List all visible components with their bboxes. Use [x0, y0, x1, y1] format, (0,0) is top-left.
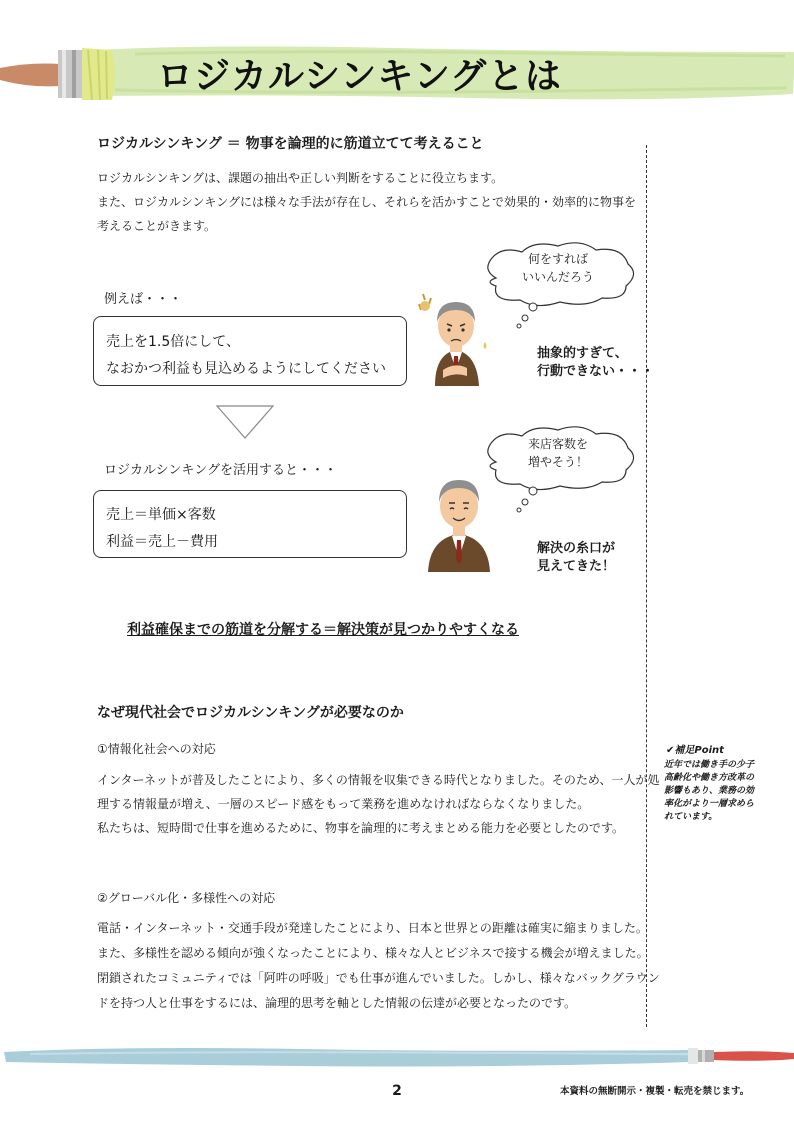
globalization-line-4: ドを持つ人と仕事をするには、論理的思考を軸とした情報の伝達が必要となったのです。 — [97, 996, 577, 1010]
definition-heading: ロジカルシンキング ＝ 物事を論理的に筋道立てて考えること — [97, 136, 484, 152]
paintbrush-icon — [0, 40, 120, 102]
example-label: 例えば・・・ — [104, 292, 183, 307]
column-divider — [646, 145, 647, 1027]
supplement-point-text: 近年では働き手の少子高齢化や働き方改革の影響もあり、業務の効率化がより一層求められています。 — [664, 760, 755, 822]
logical-label: ロジカルシンキングを活用すると・・・ — [104, 463, 337, 478]
formula-profit: 利益＝売上－費用 — [106, 534, 218, 550]
globalization-line-1: 電話・インターネット・交通手段が発達したことにより、日本と世界との距離は確実に縮まりました。 — [97, 921, 648, 935]
info-society-line-3: 私たちは、短時間で仕事を進めるために、物事を論理的に考えまとめる能力を必要としたのです。 — [97, 821, 625, 835]
supplement-point-title: ✔補足Point — [666, 745, 724, 756]
example-request-box — [93, 316, 407, 386]
bottom-paint-stroke — [0, 1040, 794, 1072]
logical-formula-box — [93, 490, 407, 558]
confused-caption: 抽象的すぎて、 行動できない・・・ — [537, 346, 655, 379]
page-title: ロジカルシンキングとは — [157, 56, 562, 97]
subheading-information-society: ①情報化社会への対応 — [97, 742, 216, 756]
subheading-globalization: ②グローバル化・多様性への対応 — [97, 891, 276, 905]
page-number: 2 — [392, 1083, 402, 1099]
formula-sales: 売上＝単価×客数 — [106, 507, 216, 523]
example-request-line-2: なおかつ利益も見込めるようにしてください — [106, 361, 386, 377]
idea-caption: 解決の糸口が 見えてきた！ — [537, 541, 616, 574]
intro-line-1: ロジカルシンキングは、課題の抽出や正しい判断をすることに役立ちます。 — [97, 171, 504, 185]
info-society-line-1: インターネットが普及したことにより、多くの情報を収集できる時代となりました。そのため、一人が処 — [97, 773, 660, 787]
thought-text-idea: 来店客数を 増やそう！ — [527, 437, 588, 469]
why-heading: なぜ現代社会でロジカルシンキングが必要なのか — [97, 705, 404, 721]
confused-businessman-illustration — [415, 290, 497, 386]
copyright-notice: 本資料の無断開示・複製・転売を禁じます。 — [560, 1086, 750, 1097]
smiling-businessman-illustration — [418, 472, 500, 572]
intro-line-2: また、ロジカルシンキングには様々な手法が存在し、それらを活かすことで効果的・効率的に物事を — [97, 195, 637, 209]
conclusion-statement: 利益確保までの筋道を分解する＝解決策が見つかりやすくなる — [127, 622, 519, 638]
globalization-line-2: また、多様性を認める傾向が強くなったことにより、様々な人とビジネスで接する機会が増えました。 — [97, 946, 649, 960]
example-request-line-1: 売上を1.5倍にして、 — [106, 334, 240, 350]
info-society-line-2: 理する情報量が増え、一層のスピード感をもって業務を進めなければならなくなりました。 — [97, 797, 590, 811]
down-arrow-icon — [216, 405, 274, 439]
thought-text-confused: 何をすれば いいんだろう — [521, 252, 594, 284]
intro-line-3: 考えることがきます。 — [97, 219, 217, 233]
globalization-line-3: 閉鎖されたコミュニティでは「阿吽の呼吸」でも仕事が進んでいました。しかし、様々なバックグラウン — [97, 971, 660, 985]
